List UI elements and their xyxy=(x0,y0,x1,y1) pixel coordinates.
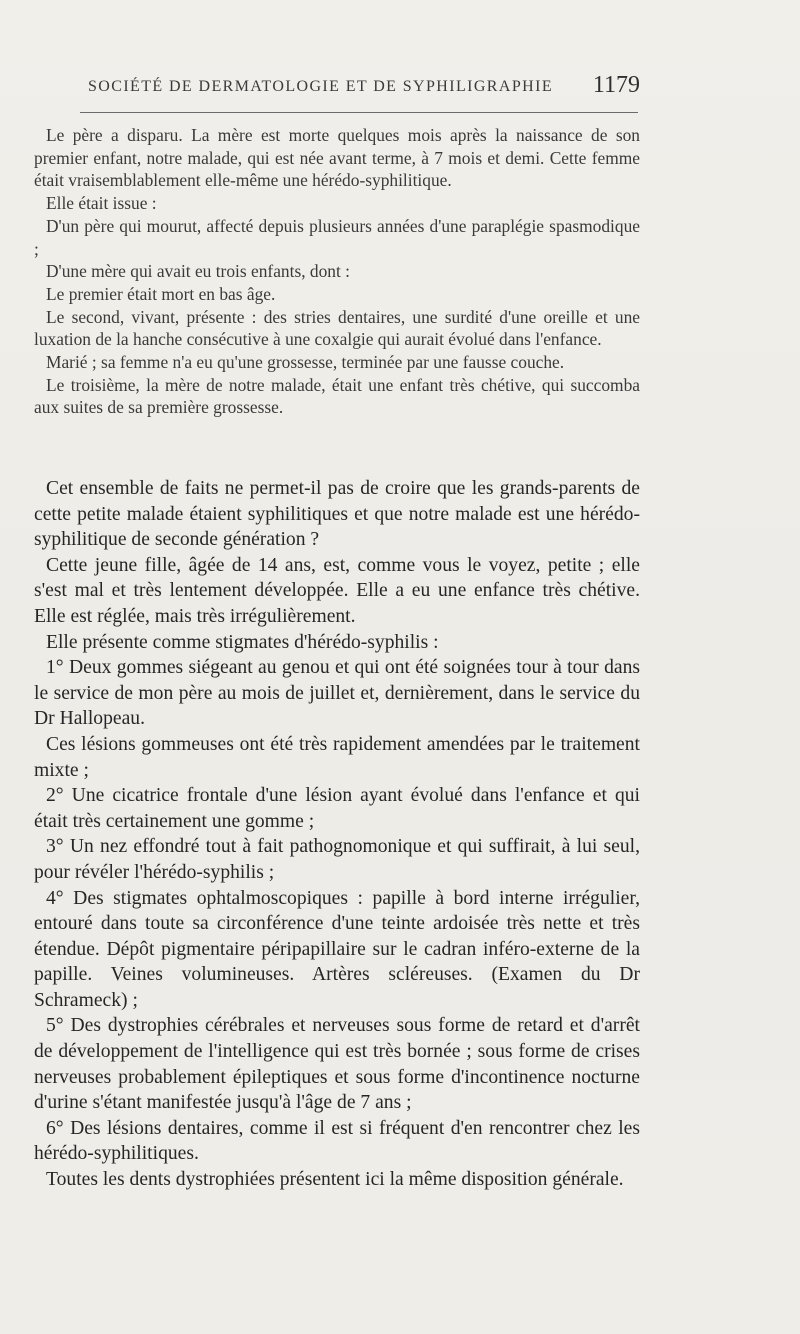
paragraph: Cet ensemble de faits ne permet-il pas de croire que les grands-parents de cette petite malade étaient syphilitiques et que notre malade est une hérédo-syphilitique de seconde génération ? xyxy=(34,478,640,551)
paragraph: 4° Des stigmates ophtalmoscopiques : papille à bord interne irrégulier, entouré dans toute sa circonférence d'une teinte ardoisée très nette et très étendue. Dépôt pigmentaire péripapillaire sur le cadran inféro-externe de la papille. Veines volumineuses. Artères scléreuses. (Examen du Dr Schrameck) ; xyxy=(34,887,640,1011)
case-history-block xyxy=(34,124,640,419)
paragraph: Le premier était mort en bas âge. xyxy=(46,283,276,304)
paragraph: Toutes les dents dystrophiées présentent ici la même disposition générale. xyxy=(46,1169,624,1191)
running-title: SOCIÉTÉ DE DERMATOLOGIE ET DE SYPHILIGRAPHIE xyxy=(88,78,553,95)
main-text-block xyxy=(34,476,640,1193)
paragraph: D'un père qui mourut, affecté depuis plusieurs années d'une paraplégie spasmodique ; xyxy=(34,215,640,259)
running-header xyxy=(88,72,640,102)
paragraph: 6° Des lésions dentaires, comme il est si fréquent d'en rencontrer chez les hérédo-syphilitiques. xyxy=(34,1117,640,1165)
paragraph: 2° Une cicatrice frontale d'une lésion ayant évolué dans l'enfance et qui était très certainement une gomme ; xyxy=(34,785,640,832)
paragraph: Le père a disparu. La mère est morte quelques mois après la naissance de son premier enfant, notre malade, qui est née avant terme, à 7 mois et demi. Cette femme était vraisemblablement elle-même une hérédo-syphilitique. xyxy=(34,125,640,191)
paragraph: Le troisième, la mère de notre malade, était une enfant très chétive, qui succomba aux suites de sa première grossesse. xyxy=(34,374,640,418)
paragraph: Cette jeune fille, âgée de 14 ans, est, comme vous le voyez, petite ; elle s'est mal et très lentement développée. Elle a eu une enfance très chétive. Elle est réglée, mais très irrégulièrement. xyxy=(34,554,640,627)
paragraph: Ces lésions gommeuses ont été très rapidement amendées par le traitement mixte ; xyxy=(34,733,640,781)
paragraph: Elle présente comme stigmates d'hérédo-syphilis : xyxy=(46,631,439,653)
paragraph: D'une mère qui avait eu trois enfants, dont : xyxy=(46,261,351,282)
header-rule xyxy=(80,112,638,113)
paragraph: 5° Des dystrophies cérébrales et nerveuses sous forme de retard et d'arrêt de développement de l'intelligence qui est très bornée ; sous forme de crises nerveuses probablement épileptiques et sous forme d'incontinence nocturne d'urine s'étant manifestée jusqu'à l'âge de 7 ans ; xyxy=(34,1015,640,1114)
paragraph: 1° Deux gommes siégeant au genou et qui ont été soignées tour à tour dans le service de mon père au mois de juillet et, dernièrement, dans le service du Dr Hallopeau. xyxy=(34,657,640,730)
paragraph: Elle était issue : xyxy=(46,193,157,214)
page-number: 1179 xyxy=(592,72,640,98)
paragraph: Le second, vivant, présente : des stries dentaires, une surdité d'une oreille et une luxation de la hanche consécutive à une coxalgie qui aurait évolué dans l'enfance. xyxy=(34,306,640,350)
paragraph: Marié ; sa femme n'a eu qu'une grossesse, terminée par une fausse couche. xyxy=(46,352,565,373)
paragraph: 3° Un nez effondré tout à fait pathognomonique et qui suffirait, à lui seul, pour révéler l'hérédo-syphilis ; xyxy=(34,836,640,883)
